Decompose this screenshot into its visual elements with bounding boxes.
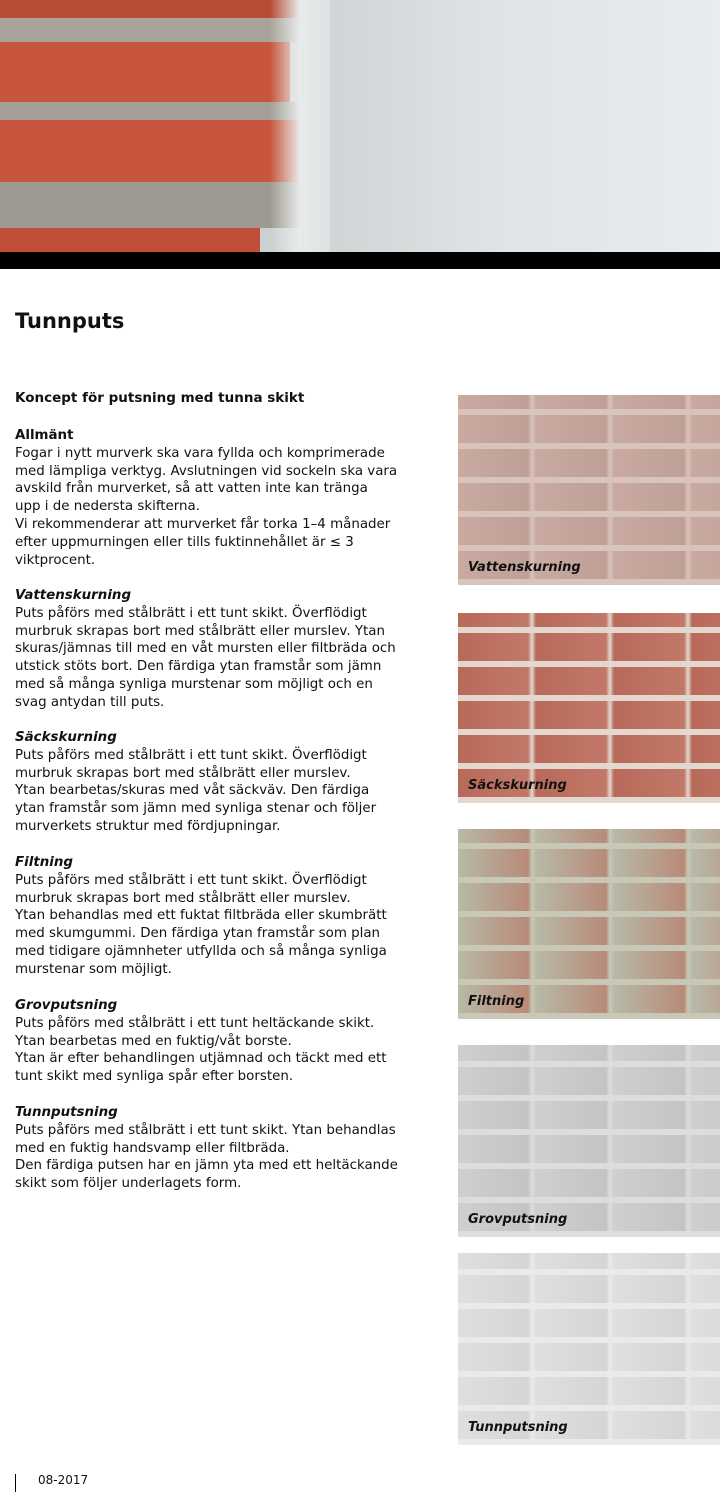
footer-divider: [15, 1474, 16, 1492]
section-heading: Allmänt: [15, 428, 74, 443]
section-heading: Grovputsning: [15, 998, 118, 1013]
section-text: Fogar i nytt murverk ska vara fyllda och komprimerade med lämpliga verktyg. Avslutningen vid sockeln ska vara avskild från murverket, så att vatten inte kan tränga upp i de nedersta skifterna. Vi rekommenderar att murverket får torka 1–4 månader efter uppmurningen eller tills fuktinnehållet är ≤ 3 viktprocent.: [15, 445, 398, 568]
photo-label: Tunnputsning: [468, 1420, 568, 1435]
concept-heading: Koncept för putsning med tunna skikt: [15, 390, 305, 406]
photo-label: Säckskurning: [468, 778, 567, 793]
section-text: Puts påförs med stålbrätt i ett tunt skikt. Ytan behandlas med en fuktig handsvamp eller filtbräda. Den färdiga putsen har en jämn yta med ett heltäckande skikt som följer underlagets form.: [15, 1122, 398, 1192]
section-heading: Tunnputsning: [15, 1105, 118, 1120]
section-text: Puts påförs med stålbrätt i ett tunt heltäckande skikt. Ytan bearbetas med en fuktig/våt borste. Ytan är efter behandlingen utjämnad och täckt med ett tunt skikt med synliga spår efter borsten.: [15, 1015, 387, 1085]
section-heading: Filtning: [15, 855, 73, 870]
section-text: Puts påförs med stålbrätt i ett tunt skikt. Överflödigt murbruk skrapas bort med stålbrätt eller murslev. Ytan behandlas med ett fuktat filtbräda eller skumbrätt med skumgummi. Den färdiga ytan framstår som plan med tidigare ojämnheter utfyllda och så många synliga murstenar som möjligt.: [15, 872, 387, 977]
section-heading: Säckskurning: [15, 730, 117, 745]
section-vattenskurning: [15, 587, 415, 712]
photo-grovputsning: [458, 1045, 720, 1237]
photo-label: Grovputsning: [468, 1212, 568, 1227]
photo-vattenskurning: [458, 395, 720, 585]
section-filtning: [15, 854, 415, 979]
section-sackskurning: [15, 729, 415, 836]
section-tunnputsning: [15, 1104, 415, 1193]
section-heading: Vattenskurning: [15, 588, 132, 603]
photo-label: Filtning: [468, 994, 525, 1009]
section-text: Puts påförs med stålbrätt i ett tunt skikt. Överflödigt murbruk skrapas bort med stålbrätt eller murslev. Ytan skuras/jämnas till med en våt mursten eller filtbräda och utstick stöts bort. Den färdiga ytan framstår som jämn med så många synliga murstenar som möjligt och en svag antydan till puts.: [15, 605, 396, 710]
photo-label: Vattenskurning: [468, 560, 581, 575]
page-title: Tunnputs: [15, 309, 125, 333]
hero-image: [0, 0, 720, 252]
photo-tunnputsning: [458, 1253, 720, 1445]
section-allmant: [15, 427, 415, 569]
section-text: Puts påförs med stålbrätt i ett tunt skikt. Överflödigt murbruk skrapas bort med stålbrätt eller murslev. Ytan bearbetas/skuras med våt säckväv. Den färdiga ytan framstår som jämn med synliga stenar och följer murverkets struktur med fördjupningar.: [15, 747, 377, 834]
photo-filtning: [458, 829, 720, 1019]
header-bar: [0, 252, 720, 269]
section-grovputsning: [15, 997, 415, 1086]
footer-date: 08-2017: [38, 1473, 89, 1487]
photo-sackskurning: [458, 613, 720, 803]
